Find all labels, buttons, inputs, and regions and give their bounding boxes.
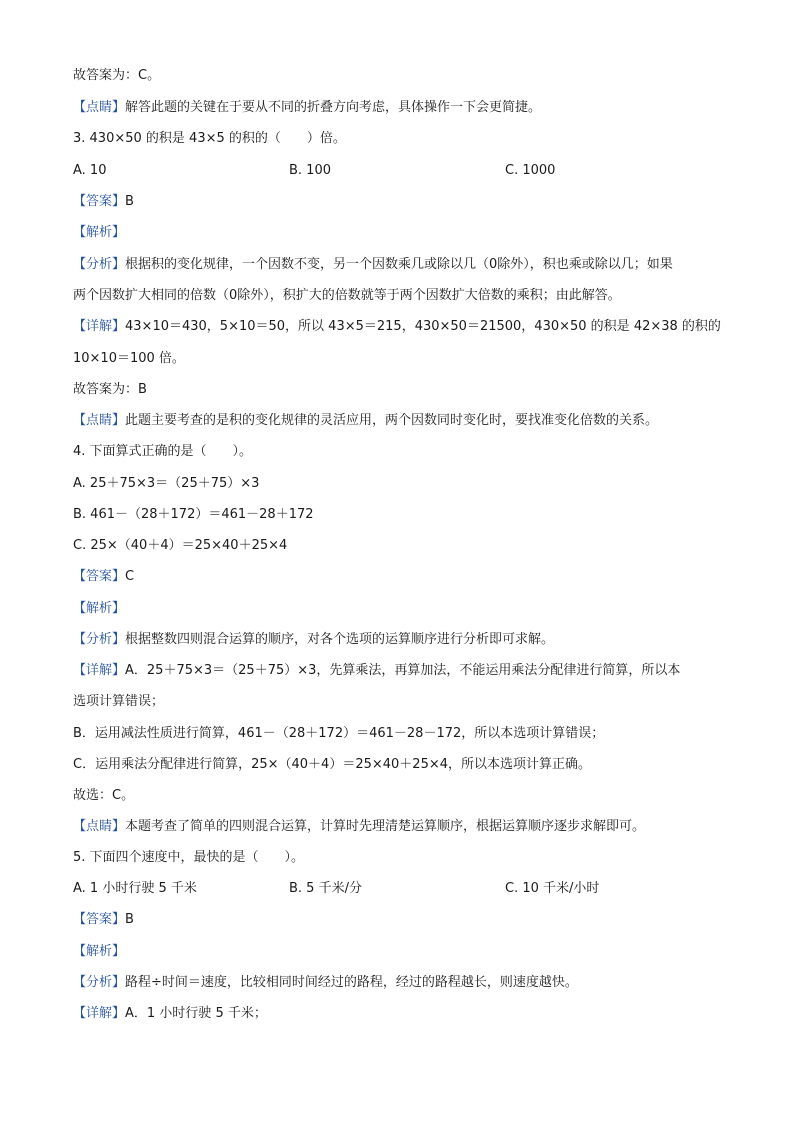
line-text: 4. 下面算式正确的是（ ）。	[73, 444, 253, 459]
section-tag: 【分析】	[73, 257, 126, 272]
q5-option-b: B. 5 千米/分	[289, 881, 362, 896]
analysis-header	[73, 943, 733, 961]
section-tag: 【解析】	[73, 601, 126, 616]
line-text: 根据积的变化规律，一个因数不变，另一个因数乘几或除以几（0除外），积也乘或除以几；如果	[125, 257, 673, 272]
line-text: B．运用减法性质进行简算，461－（28＋172）＝461－28－172，所以本选项计算错误；	[73, 726, 605, 741]
answer-line	[73, 911, 733, 929]
line-text: 10×10＝100 倍。	[73, 351, 185, 366]
line-text: 5. 下面四个速度中，最快的是（ ）。	[73, 850, 305, 865]
text-line	[73, 662, 733, 680]
section-tag: 【详解】	[73, 319, 126, 334]
text-line	[73, 381, 733, 399]
section-tag: 【详解】	[73, 1006, 126, 1021]
q3-option-b: B. 100	[289, 163, 331, 178]
line-text: C. 25×（40＋4）＝25×40＋25×4	[73, 538, 288, 553]
line-text: A．25＋75×3＝（25＋75）×3，先算乘法，再算加法，不能运用乘法分配律进行简算，所以本	[125, 663, 681, 678]
line-text: 解答此题的关键在于要从不同的折叠方向考虑，具体操作一下会更简捷。	[125, 100, 542, 115]
section-tag: 【答案】	[73, 912, 126, 927]
text-line	[73, 787, 733, 805]
analysis-header	[73, 224, 733, 242]
text-line	[73, 350, 733, 368]
line-text: B	[125, 912, 134, 927]
text-line	[73, 974, 733, 992]
q5-option-a: A. 1 小时行驶 5 千米	[73, 881, 197, 896]
text-line	[73, 693, 733, 711]
line-text: 路程÷时间＝速度，比较相同时间经过的路程，经过的路程越长，则速度越快。	[125, 975, 578, 990]
line-text: C	[125, 569, 135, 584]
analysis-header	[73, 600, 733, 618]
line-text: 此题主要考查的是积的变化规律的灵活应用，两个因数同时变化时，要找准变化倍数的关系。	[125, 413, 659, 428]
section-tag: 【答案】	[73, 194, 126, 209]
section-tag: 【答案】	[73, 569, 126, 584]
q4-option-a	[73, 475, 733, 493]
line-text: 根据整数四则混合运算的顺序，对各个选项的运算顺序进行分析即可求解。	[125, 632, 555, 647]
question-4	[73, 443, 733, 461]
section-tag: 【解析】	[73, 944, 126, 959]
text-line	[73, 318, 733, 336]
line-text: 选项计算错误；	[73, 694, 165, 709]
line-text: 两个因数扩大相同的倍数（0除外），积扩大的倍数就等于两个因数扩大倍数的乘积；由此解答。	[73, 288, 621, 303]
section-tag: 【分析】	[73, 632, 126, 647]
answer-line	[73, 193, 733, 211]
section-tag: 【点睛】	[73, 413, 126, 428]
q5-option-c: C. 10 千米/小时	[505, 881, 600, 896]
line-text: B	[125, 194, 134, 209]
question-3	[73, 130, 733, 148]
line-text: B. 461－（28＋172）＝461－28＋172	[73, 507, 314, 522]
section-tag: 【点睛】	[73, 100, 126, 115]
q4-option-b	[73, 506, 733, 524]
line-text: A．1 小时行驶 5 千米；	[125, 1006, 267, 1021]
line-text: C．运用乘法分配律进行简算，25×（40＋4）＝25×40＋25×4，所以本选项计算正确。	[73, 757, 592, 772]
line-text: 本题考查了简单的四则混合运算，计算时先理清楚运算顺序，根据运算顺序逐步求解即可。	[125, 819, 646, 834]
answer-line	[73, 568, 733, 586]
line-text: 故答案为：C。	[73, 68, 161, 83]
text-line	[73, 725, 733, 743]
section-tag: 【解析】	[73, 225, 126, 240]
line-text: A. 25＋75×3＝（25＋75）×3	[73, 476, 260, 491]
q4-option-c	[73, 537, 733, 555]
text-line	[73, 631, 733, 649]
text-line	[73, 818, 733, 836]
text-line	[73, 756, 733, 774]
question-5	[73, 849, 733, 867]
line-text: 3. 430×50 的积是 43×5 的积的（ ）倍。	[73, 131, 346, 146]
line-text: 故答案为：B	[73, 382, 147, 397]
section-tag: 【点睛】	[73, 819, 126, 834]
text-line	[73, 412, 733, 430]
line-text: 故选：C。	[73, 788, 135, 803]
text-line	[73, 1005, 733, 1023]
text-line	[73, 67, 733, 85]
section-tag: 【详解】	[73, 663, 126, 678]
q3-option-a: A. 10	[73, 163, 107, 178]
text-line	[73, 256, 733, 274]
q3-option-c: C. 1000	[505, 163, 556, 178]
text-line	[73, 99, 733, 117]
text-line	[73, 287, 733, 305]
section-tag: 【分析】	[73, 975, 126, 990]
line-text: 43×10＝430，5×10＝50，所以 43×5＝215，430×50＝21500，430×50 的积是 42×38 的积的	[125, 319, 721, 334]
